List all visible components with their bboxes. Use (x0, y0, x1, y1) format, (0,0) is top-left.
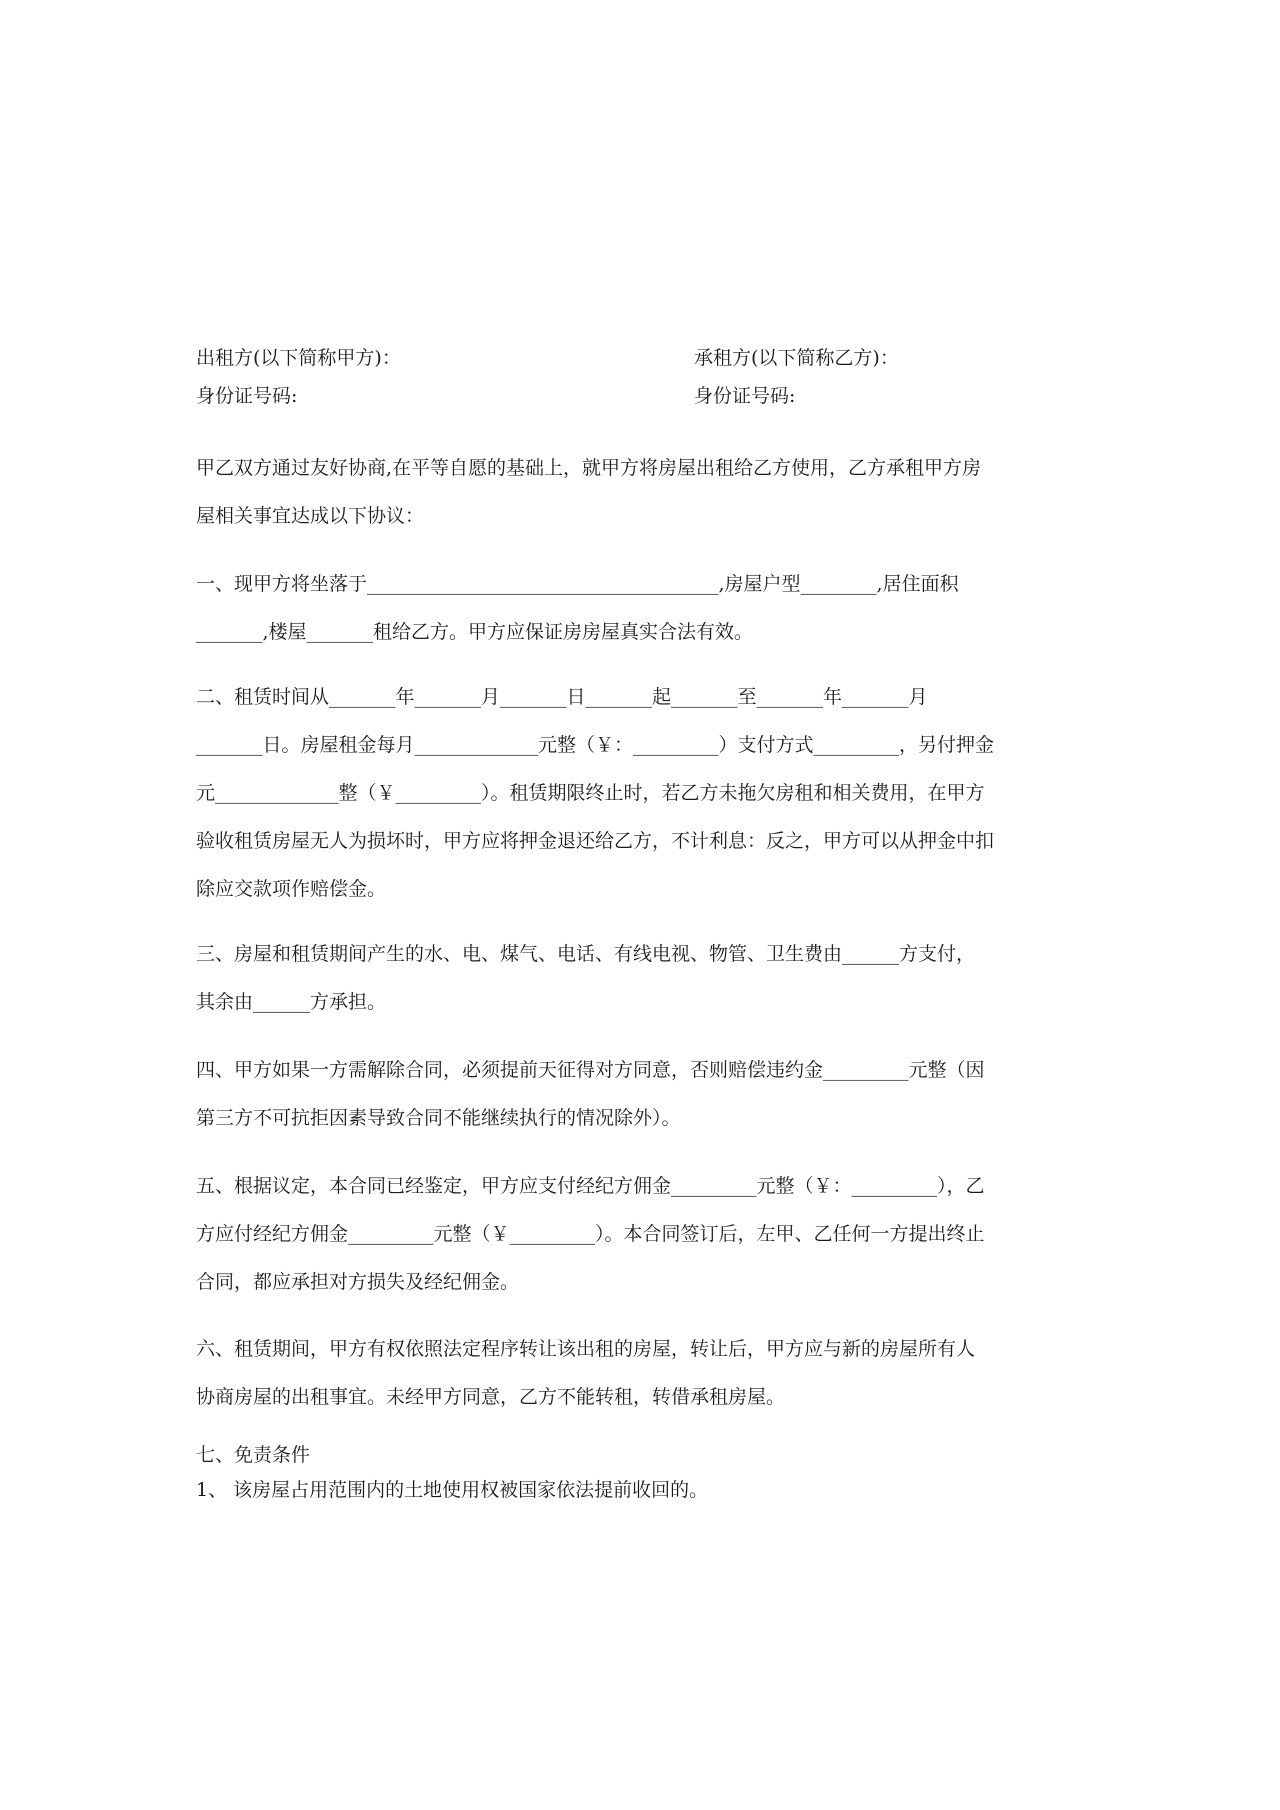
clause-4-line: 第三方不可抗拒因素导致合同不能继续执行的情况除外）。 (196, 1107, 681, 1129)
lessor-label: 出租方(以下简称甲方)： (196, 347, 401, 369)
clause-6 (196, 1325, 1096, 1421)
clause-3-line: 三、房屋和租赁期间产生的水、电、煤气、电话、有线电视、物管、卫生费由______方支付， (196, 943, 976, 965)
clause-6-line: 六、租赁期间，甲方有权依照法定程序转让该出租的房屋，转让后，甲方应与新的房屋所有人 (196, 1338, 976, 1360)
lessee-id-label: 身份证号码: (694, 385, 796, 407)
clause-2-line: 验收租赁房屋无人为损坏时，甲方应将押金退还给乙方，不计利息：反之，甲方可以从押金中扣 (196, 830, 995, 852)
party-row-names (196, 346, 1096, 370)
clause-2 (196, 673, 1096, 913)
intro-line: 屋相关事宜达成以下协议： (196, 505, 425, 527)
clause-5 (196, 1162, 1096, 1306)
clause-1-line: 一、现甲方将坐落于_____________________________________,房屋户型________,居住面积 (196, 573, 959, 595)
clause-1-line: _______,楼屋_______租给乙方。甲方应保证房房屋真实合法有效。 (196, 621, 754, 643)
clause-1 (196, 560, 1096, 656)
clause-5-line: 合同，都应承担对方损失及经纪佣金。 (196, 1271, 520, 1293)
clause-3-line: 其余由______方承担。 (196, 991, 387, 1013)
intro-paragraph (196, 444, 1096, 540)
clause-4-line: 四、甲方如果一方需解除合同，必须提前天征得对方同意，否则赔偿违约金_________元整（因 (196, 1059, 985, 1081)
clause-7-item: 1、 该房屋占用范围内的土地使用权被国家依法提前收回的。 (196, 1479, 709, 1501)
clause-5-line: 五、根据议定，本合同已经鉴定，甲方应支付经纪方佣金_________元整（￥：_________），乙 (196, 1175, 985, 1197)
clause-2-line: 除应交款项作赔偿金。 (196, 878, 387, 900)
clause-2-line: 二、租赁时间从_______年_______月_______日_______起_______至_______年_______月 (196, 686, 928, 708)
clause-3 (196, 930, 1096, 1026)
clause-2-line: 元_____________整（￥_________）。租赁期限终止时，若乙方未拖欠房租和相关费用，在甲方 (196, 782, 985, 804)
clause-7-heading: 七、免责条件 (196, 1444, 311, 1466)
clause-6-line: 协商房屋的出租事宜。未经甲方同意，乙方不能转租，转借承租房屋。 (196, 1386, 786, 1408)
clause-5-line: 方应付经纪方佣金_________元整（￥_________）。本合同签订后，左甲、乙任何一方提出终止 (196, 1223, 985, 1245)
clause-4 (196, 1046, 1096, 1142)
party-row-ids (196, 384, 1096, 408)
clause-2-line: _______日。房屋租金每月_____________元整（￥：_________）支付方式_________，另付押金 (196, 734, 995, 756)
lessor-id-label: 身份证号码: (196, 385, 298, 407)
lessee-label: 承租方(以下简称乙方)： (694, 347, 899, 369)
intro-line: 甲乙双方通过友好协商,在平等自愿的基础上，就甲方将房屋出租给乙方使用，乙方承租甲方房 (196, 457, 982, 479)
